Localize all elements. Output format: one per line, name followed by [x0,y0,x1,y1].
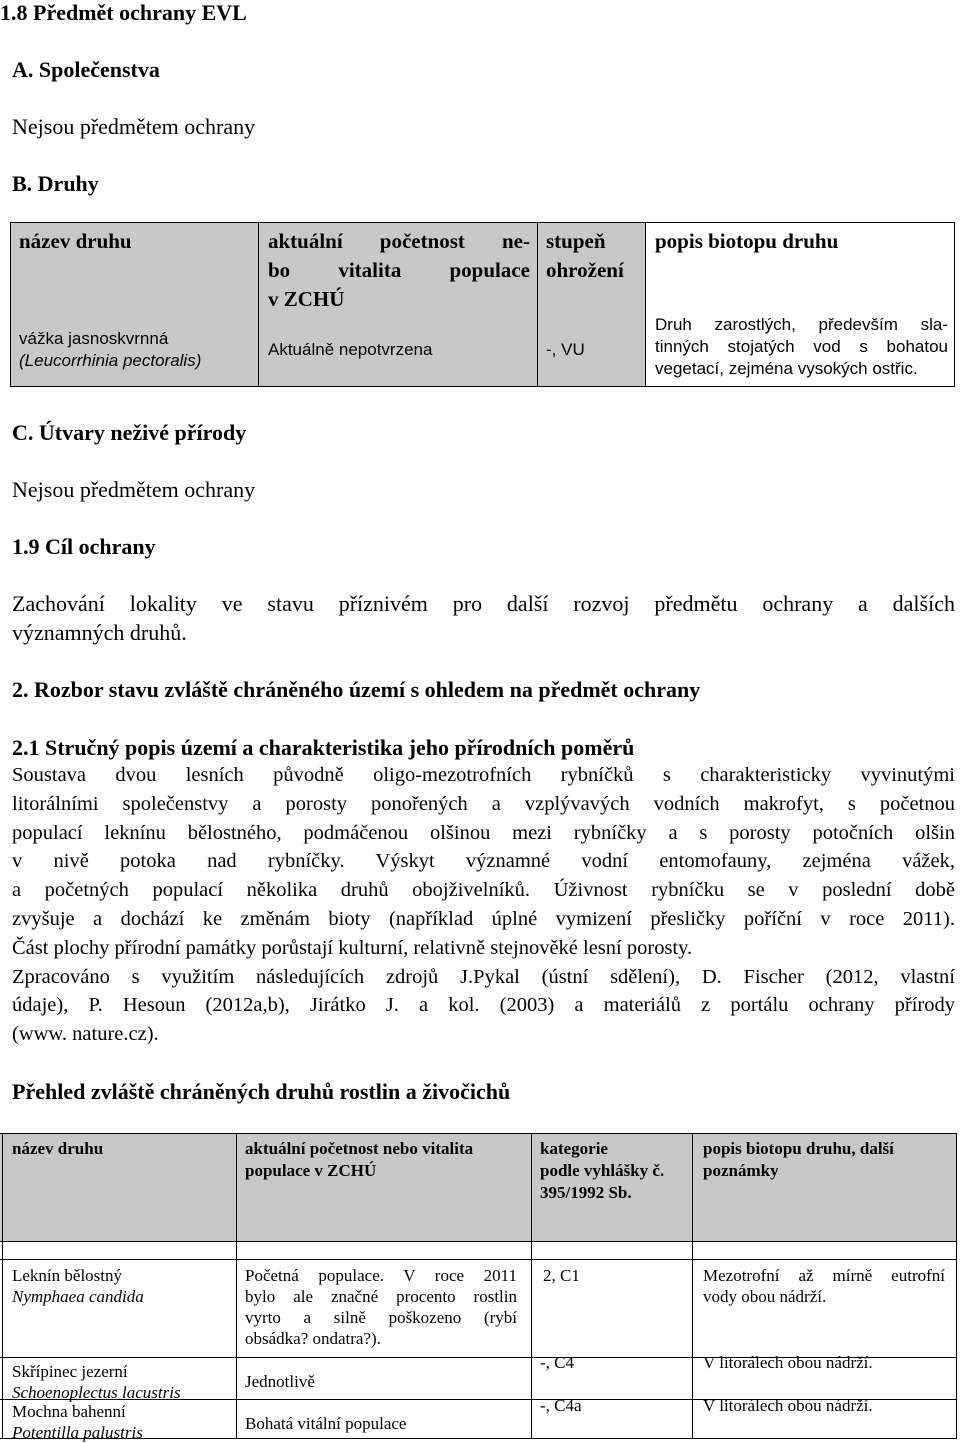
heading-a: A. Společenstva [12,57,160,82]
description-line: a početných populací několika druhů obojživelníků. Úživnost rybníčku se v poslední době [12,879,955,902]
heading-1-9: 1.9 Cíl ochrany [12,534,156,559]
t2-header-category-l1: kategorie [540,1139,608,1158]
t2-row2-latin: Schoenoplectus lacustris [12,1383,181,1402]
t1-row-habitat-l2: tinných stojatých vod s bohatou [655,337,948,356]
t1-row-habitat-l1: Druh zarostlých, především sla- [655,315,948,334]
t2-header-name: název druhu [12,1139,104,1158]
text-c: Nejsou předmětem ochrany [12,477,256,502]
t2-row1-habitat-l2: vody obou nádrží. [703,1287,827,1306]
t2-row3-latin: Potentilla palustris [12,1423,143,1442]
heading-c: C. Útvary neživé přírody [12,420,247,445]
t2-row1-habitat-l1: Mezotrofní až mírně eutrofní [703,1266,945,1285]
description-paragraph [12,761,955,1049]
heading-b: B. Druhy [12,171,99,196]
t2-header-abundance-l1: aktuální početnost nebo vitalita [245,1139,474,1158]
t2-row1-name: Leknín bělostný [12,1266,123,1285]
t1-row-name: vážka jasnoskvrnná [19,329,169,348]
table-row [12,1265,144,1307]
t2-row3-name: Mochna bahenní [12,1402,126,1421]
t1-row-latin: (Leucorrhinia pectoralis) [19,351,202,370]
t2-header-habitat-l2: poznámky [703,1161,779,1180]
t1-header-abundance-l3: v ZCHÚ [268,287,345,311]
t1-header-threat-l1: stupeň [546,229,606,253]
t2-row1-abundance-l1: Početná populace. V roce 2011 [245,1266,517,1285]
table-row [12,1361,181,1403]
t2-row3-category: -, C4a [540,1396,582,1415]
text-1-9-l1: Zachování lokality ve stavu příznivém pro další rozvoj předmětu ochrany a dalších [12,591,955,616]
t1-header-abundance-l1: aktuální početnost ne- [268,229,530,253]
description-line: Část plochy přírodní památky porůstají kulturní, relativně stejnověké lesní porosty. [12,936,693,959]
description-line: Zpracováno s využitím následujících zdrojů J.Pykal (ústní sdělení), D. Fischer (2012, vlastní [12,965,955,988]
t1-row-abundance: Aktuálně nepotvrzena [268,340,433,359]
t2-row1-abundance-l3: vyrto a silně poškozeno (rybí [245,1308,517,1327]
heading-overview: Přehled zvláště chráněných druhů rostlin a živočichů [12,1079,511,1104]
species-table-2 [0,1133,957,1442]
t2-row3-abundance: Bohatá vitální populace [245,1414,407,1433]
description-line: (www. nature.cz). [12,1023,159,1046]
t2-row1-latin: Nymphaea candida [12,1287,144,1306]
t1-header-name: název druhu [19,229,132,253]
t2-row3-habitat: V litorálech obou nádrží. [703,1396,873,1415]
t2-row1-abundance-l2: bylo ale značné procento rostlin [245,1287,517,1306]
t2-row1-abundance-l4: obsádka? ondatra?). [245,1329,381,1348]
t2-row2-habitat: V litorálech obou nádrží. [703,1353,873,1372]
t2-row1-category: 2, C1 [543,1266,580,1285]
t2-header-habitat-l1: popis biotopu druhu, další [703,1139,894,1158]
text-1-9-l2: významných druhů. [12,620,187,645]
t1-header-abundance-l2: bo vitalita populace [268,258,530,282]
t2-header-category-l2: podle vyhlášky č. [540,1161,665,1180]
t2-header-abundance-l2: populace v ZCHÚ [245,1161,377,1180]
t1-row-threat: -, VU [546,340,585,359]
description-line: litorálními společenstvy a porosty ponořených a vzplývavých vodních makrofyt, s početnou [12,792,955,815]
description-line: populací leknínu bělostného, podmáčenou olšinou mezi rybníčky a s porosty potočních olšin [12,821,955,844]
t2-row2-abundance: Jednotlivě [245,1372,315,1391]
text-a: Nejsou předmětem ochrany [12,114,256,139]
heading-2-1: 2.1 Stručný popis území a charakteristika jeho přírodních poměrů [12,735,635,760]
heading-2: 2. Rozbor stavu zvláště chráněného území s ohledem na předmět ochrany [12,677,701,702]
description-line: Soustava dvou lesních původně oligo-mezotrofních rybníčků s charakteristicky vyvinutými [12,764,955,786]
table-row [12,1401,143,1443]
t1-row-habitat-l3: vegetací, zejména vysokých ostřic. [655,359,918,378]
species-table-1 [10,222,955,387]
t2-row2-category: -, C4 [540,1353,574,1372]
heading-1-8: 1.8 Předmět ochrany EVL [0,0,247,25]
t2-row2-name: Skřípinec jezerní [12,1362,128,1381]
t1-header-threat-l2: ohrožení [546,258,624,282]
description-line: údaje), P. Hesoun (2012a,b), Jirátko J. a kol. (2003) a materiálů z portálu ochrany přírody [12,994,955,1017]
t1-header-habitat: popis biotopu druhu [655,229,839,253]
description-line: v nivě potoka nad rybníčky. Výskyt významné vodní entomofauny, zejména vážek, [12,850,955,873]
t2-header-category-l3: 395/1992 Sb. [540,1183,632,1202]
description-line: zvyšuje a dochází ke změnám bioty (například úplné vymizení přesličky poříční v roce 2011). [12,907,955,930]
